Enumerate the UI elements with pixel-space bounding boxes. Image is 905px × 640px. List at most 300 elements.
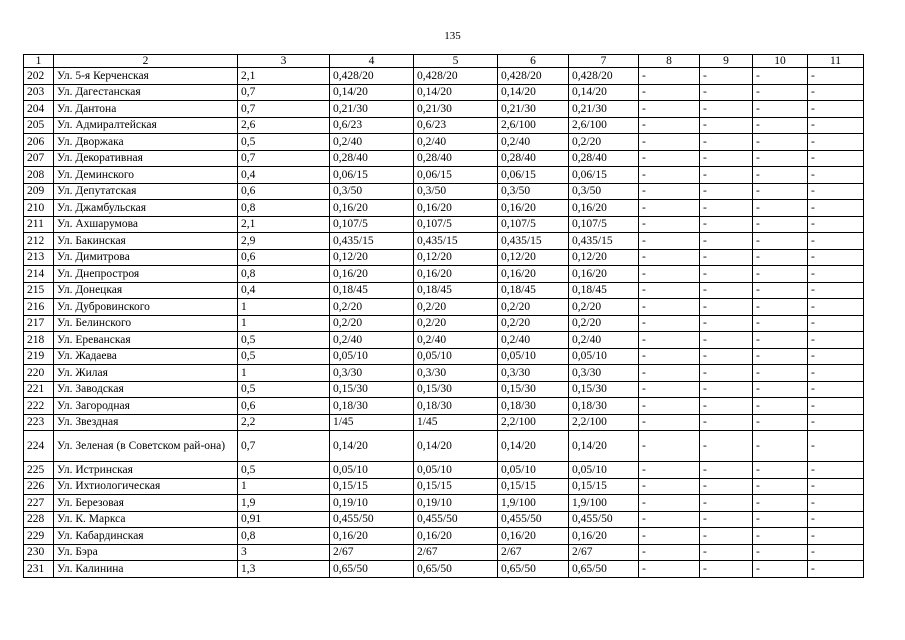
value-col-4: 0,14/20 [330, 431, 414, 462]
value-col-4: 0,19/10 [330, 495, 414, 512]
row-number: 208 [24, 167, 54, 184]
value-col-4: 0,2/40 [330, 134, 414, 151]
value-col-5: 0,05/10 [414, 348, 498, 365]
row-number: 221 [24, 381, 54, 398]
row-number: 207 [24, 150, 54, 167]
value-col-4: 0,21/30 [330, 101, 414, 118]
value-col-10: - [753, 282, 808, 299]
value-col-8: - [639, 266, 700, 283]
value-col-4: 0,06/15 [330, 167, 414, 184]
column-header: 2 [54, 55, 238, 68]
value-col-7: 0,14/20 [569, 84, 639, 101]
value-col-3: 2,1 [238, 68, 330, 85]
value-col-3: 0,7 [238, 84, 330, 101]
value-col-6: 0,3/50 [498, 183, 569, 200]
table-row [24, 216, 864, 233]
street-name: Ул. Донецкая [54, 282, 238, 299]
row-number: 230 [24, 544, 54, 561]
value-col-8: - [639, 544, 700, 561]
value-col-10: - [753, 365, 808, 382]
column-header: 10 [753, 55, 808, 68]
value-col-3: 0,5 [238, 462, 330, 479]
value-col-11: - [808, 315, 864, 332]
value-col-6: 2/67 [498, 544, 569, 561]
value-col-11: - [808, 462, 864, 479]
value-col-11: - [808, 216, 864, 233]
row-number: 226 [24, 478, 54, 495]
value-col-4: 0,435/15 [330, 233, 414, 250]
value-col-6: 1,9/100 [498, 495, 569, 512]
value-col-5: 0,2/20 [414, 315, 498, 332]
value-col-4: 0,14/20 [330, 84, 414, 101]
value-col-5: 0,19/10 [414, 495, 498, 512]
value-col-4: 0,3/50 [330, 183, 414, 200]
value-col-11: - [808, 348, 864, 365]
value-col-7: 0,2/20 [569, 134, 639, 151]
table-row [24, 528, 864, 545]
value-col-9: - [700, 365, 753, 382]
value-col-10: - [753, 134, 808, 151]
value-col-9: - [700, 282, 753, 299]
value-col-4: 0,455/50 [330, 511, 414, 528]
street-name: Ул. Дворжака [54, 134, 238, 151]
street-name: Ул. Декоративная [54, 150, 238, 167]
value-col-9: - [700, 528, 753, 545]
value-col-6: 0,3/30 [498, 365, 569, 382]
street-name: Ул. Зеленая (в Советском рай-она) [54, 431, 238, 462]
value-col-5: 0,18/45 [414, 282, 498, 299]
value-col-4: 0,2/20 [330, 299, 414, 316]
value-col-7: 2,2/100 [569, 414, 639, 431]
value-col-8: - [639, 495, 700, 512]
value-col-5: 0,21/30 [414, 101, 498, 118]
value-col-8: - [639, 282, 700, 299]
value-col-9: - [700, 183, 753, 200]
value-col-4: 0,6/23 [330, 117, 414, 134]
value-col-9: - [700, 398, 753, 415]
value-col-10: - [753, 544, 808, 561]
value-col-3: 0,7 [238, 150, 330, 167]
value-col-11: - [808, 398, 864, 415]
value-col-4: 0,3/30 [330, 365, 414, 382]
value-col-10: - [753, 348, 808, 365]
value-col-3: 2,6 [238, 117, 330, 134]
column-header: 11 [808, 55, 864, 68]
value-col-7: 2,6/100 [569, 117, 639, 134]
value-col-5: 0,455/50 [414, 511, 498, 528]
table-row [24, 414, 864, 431]
value-col-9: - [700, 150, 753, 167]
value-col-8: - [639, 183, 700, 200]
value-col-6: 0,107/5 [498, 216, 569, 233]
column-header: 7 [569, 55, 639, 68]
value-col-8: - [639, 528, 700, 545]
value-col-9: - [700, 332, 753, 349]
value-col-7: 0,15/30 [569, 381, 639, 398]
value-col-10: - [753, 84, 808, 101]
value-col-8: - [639, 299, 700, 316]
value-col-10: - [753, 431, 808, 462]
value-col-8: - [639, 398, 700, 415]
street-name: Ул. Ихтиологическая [54, 478, 238, 495]
value-col-3: 0,91 [238, 511, 330, 528]
value-col-7: 0,3/30 [569, 365, 639, 382]
street-name: Ул. Дагестанская [54, 84, 238, 101]
value-col-3: 1 [238, 478, 330, 495]
value-col-5: 0,28/40 [414, 150, 498, 167]
value-col-3: 0,5 [238, 134, 330, 151]
street-name: Ул. Березовая [54, 495, 238, 512]
value-col-5: 0,15/30 [414, 381, 498, 398]
header-row [24, 55, 864, 68]
value-col-10: - [753, 299, 808, 316]
value-col-11: - [808, 511, 864, 528]
value-col-4: 0,05/10 [330, 348, 414, 365]
row-number: 212 [24, 233, 54, 250]
value-col-5: 0,16/20 [414, 200, 498, 217]
value-col-11: - [808, 167, 864, 184]
value-col-6: 0,16/20 [498, 200, 569, 217]
value-col-11: - [808, 299, 864, 316]
value-col-8: - [639, 462, 700, 479]
value-col-11: - [808, 134, 864, 151]
value-col-11: - [808, 266, 864, 283]
value-col-9: - [700, 68, 753, 85]
value-col-10: - [753, 249, 808, 266]
value-col-5: 0,18/30 [414, 398, 498, 415]
value-col-10: - [753, 462, 808, 479]
page-number: 135 [444, 30, 461, 42]
value-col-9: - [700, 315, 753, 332]
value-col-9: - [700, 101, 753, 118]
value-col-5: 0,14/20 [414, 84, 498, 101]
value-col-8: - [639, 134, 700, 151]
column-header: 9 [700, 55, 753, 68]
value-col-10: - [753, 414, 808, 431]
value-col-5: 0,3/50 [414, 183, 498, 200]
value-col-7: 0,435/15 [569, 233, 639, 250]
value-col-8: - [639, 511, 700, 528]
value-col-5: 0,2/20 [414, 299, 498, 316]
value-col-7: 0,2/20 [569, 299, 639, 316]
table-row [24, 495, 864, 512]
value-col-6: 0,428/20 [498, 68, 569, 85]
value-col-4: 0,65/50 [330, 561, 414, 578]
value-col-9: - [700, 348, 753, 365]
value-col-10: - [753, 398, 808, 415]
street-name: Ул. Заводская [54, 381, 238, 398]
value-col-7: 2/67 [569, 544, 639, 561]
value-col-7: 0,14/20 [569, 431, 639, 462]
value-col-5: 0,3/30 [414, 365, 498, 382]
value-col-6: 0,455/50 [498, 511, 569, 528]
value-col-5: 0,06/15 [414, 167, 498, 184]
street-data-table [23, 54, 864, 578]
value-col-9: - [700, 266, 753, 283]
value-col-7: 0,12/20 [569, 249, 639, 266]
value-col-7: 0,455/50 [569, 511, 639, 528]
value-col-8: - [639, 84, 700, 101]
column-header: 3 [238, 55, 330, 68]
value-col-10: - [753, 478, 808, 495]
value-col-6: 0,16/20 [498, 266, 569, 283]
value-col-9: - [700, 117, 753, 134]
row-number: 217 [24, 315, 54, 332]
street-name: Ул. Джамбульская [54, 200, 238, 217]
value-col-11: - [808, 365, 864, 382]
row-number: 203 [24, 84, 54, 101]
street-name: Ул. Дантона [54, 101, 238, 118]
value-col-6: 0,12/20 [498, 249, 569, 266]
value-col-7: 0,05/10 [569, 348, 639, 365]
value-col-7: 0,16/20 [569, 266, 639, 283]
value-col-3: 0,7 [238, 101, 330, 118]
value-col-10: - [753, 167, 808, 184]
value-col-8: - [639, 167, 700, 184]
table-row [24, 398, 864, 415]
value-col-10: - [753, 561, 808, 578]
value-col-7: 0,21/30 [569, 101, 639, 118]
row-number: 206 [24, 134, 54, 151]
value-col-6: 0,15/30 [498, 381, 569, 398]
value-col-4: 0,18/45 [330, 282, 414, 299]
value-col-10: - [753, 233, 808, 250]
table-row [24, 117, 864, 134]
row-number: 213 [24, 249, 54, 266]
value-col-10: - [753, 332, 808, 349]
value-col-4: 0,16/20 [330, 528, 414, 545]
street-name: Ул. Деминского [54, 167, 238, 184]
value-col-11: - [808, 332, 864, 349]
value-col-5: 0,14/20 [414, 431, 498, 462]
row-number: 204 [24, 101, 54, 118]
value-col-11: - [808, 117, 864, 134]
column-header: 6 [498, 55, 569, 68]
value-col-3: 2,2 [238, 414, 330, 431]
value-col-9: - [700, 216, 753, 233]
value-col-6: 0,2/40 [498, 134, 569, 151]
value-col-10: - [753, 101, 808, 118]
value-col-6: 0,2/20 [498, 299, 569, 316]
value-col-5: 0,2/40 [414, 332, 498, 349]
row-number: 218 [24, 332, 54, 349]
row-number: 224 [24, 431, 54, 462]
table-row [24, 478, 864, 495]
value-col-10: - [753, 150, 808, 167]
value-col-3: 1 [238, 315, 330, 332]
value-col-7: 0,107/5 [569, 216, 639, 233]
value-col-4: 0,15/15 [330, 478, 414, 495]
value-col-11: - [808, 150, 864, 167]
value-col-3: 0,7 [238, 431, 330, 462]
value-col-7: 0,05/10 [569, 462, 639, 479]
value-col-5: 0,2/40 [414, 134, 498, 151]
value-col-8: - [639, 117, 700, 134]
value-col-3: 0,5 [238, 348, 330, 365]
value-col-4: 0,428/20 [330, 68, 414, 85]
value-col-6: 0,2/40 [498, 332, 569, 349]
table-row [24, 431, 864, 462]
table-body [24, 68, 864, 578]
value-col-5: 0,435/15 [414, 233, 498, 250]
table-row [24, 266, 864, 283]
street-name: Ул. Ахшарумова [54, 216, 238, 233]
table-row [24, 68, 864, 85]
value-col-7: 0,2/40 [569, 332, 639, 349]
value-col-9: - [700, 561, 753, 578]
value-col-11: - [808, 431, 864, 462]
value-col-10: - [753, 216, 808, 233]
row-number: 211 [24, 216, 54, 233]
value-col-3: 0,4 [238, 282, 330, 299]
value-col-6: 0,15/15 [498, 478, 569, 495]
value-col-3: 3 [238, 544, 330, 561]
street-name: Ул. Загородная [54, 398, 238, 415]
value-col-9: - [700, 84, 753, 101]
value-col-11: - [808, 282, 864, 299]
value-col-8: - [639, 561, 700, 578]
table-row [24, 561, 864, 578]
value-col-6: 0,14/20 [498, 431, 569, 462]
value-col-7: 0,18/30 [569, 398, 639, 415]
value-col-6: 2,2/100 [498, 414, 569, 431]
value-col-3: 1,9 [238, 495, 330, 512]
value-col-3: 0,8 [238, 200, 330, 217]
table-row [24, 233, 864, 250]
row-number: 209 [24, 183, 54, 200]
value-col-10: - [753, 495, 808, 512]
table-row [24, 381, 864, 398]
table-row [24, 200, 864, 217]
value-col-7: 0,16/20 [569, 528, 639, 545]
value-col-5: 0,16/20 [414, 266, 498, 283]
column-header: 1 [24, 55, 54, 68]
value-col-7: 0,28/40 [569, 150, 639, 167]
value-col-4: 0,2/20 [330, 315, 414, 332]
table-row [24, 511, 864, 528]
column-header: 5 [414, 55, 498, 68]
street-name: Ул. Днепростроя [54, 266, 238, 283]
value-col-6: 0,18/45 [498, 282, 569, 299]
value-col-7: 0,15/15 [569, 478, 639, 495]
value-col-6: 0,2/20 [498, 315, 569, 332]
value-col-8: - [639, 150, 700, 167]
value-col-9: - [700, 544, 753, 561]
value-col-10: - [753, 528, 808, 545]
value-col-3: 2,1 [238, 216, 330, 233]
table-row [24, 348, 864, 365]
value-col-5: 2/67 [414, 544, 498, 561]
row-number: 228 [24, 511, 54, 528]
value-col-8: - [639, 233, 700, 250]
value-col-8: - [639, 332, 700, 349]
row-number: 231 [24, 561, 54, 578]
table-row [24, 365, 864, 382]
value-col-6: 2,6/100 [498, 117, 569, 134]
value-col-10: - [753, 68, 808, 85]
row-number: 205 [24, 117, 54, 134]
value-col-6: 0,65/50 [498, 561, 569, 578]
table-row [24, 167, 864, 184]
street-name: Ул. Звездная [54, 414, 238, 431]
row-number: 216 [24, 299, 54, 316]
value-col-5: 0,6/23 [414, 117, 498, 134]
row-number: 202 [24, 68, 54, 85]
value-col-11: - [808, 561, 864, 578]
street-name: Ул. Жилая [54, 365, 238, 382]
value-col-6: 0,05/10 [498, 348, 569, 365]
value-col-3: 2,9 [238, 233, 330, 250]
value-col-11: - [808, 101, 864, 118]
value-col-4: 0,16/20 [330, 200, 414, 217]
value-col-3: 0,6 [238, 398, 330, 415]
value-col-9: - [700, 299, 753, 316]
value-col-7: 0,65/50 [569, 561, 639, 578]
value-col-9: - [700, 511, 753, 528]
value-col-5: 0,16/20 [414, 528, 498, 545]
value-col-6: 0,28/40 [498, 150, 569, 167]
value-col-3: 0,8 [238, 528, 330, 545]
value-col-10: - [753, 511, 808, 528]
value-col-4: 0,16/20 [330, 266, 414, 283]
street-name: Ул. Бэра [54, 544, 238, 561]
value-col-6: 0,06/15 [498, 167, 569, 184]
value-col-5: 0,428/20 [414, 68, 498, 85]
table-row [24, 299, 864, 316]
row-number: 215 [24, 282, 54, 299]
value-col-10: - [753, 183, 808, 200]
value-col-9: - [700, 249, 753, 266]
table-row [24, 249, 864, 266]
row-number: 222 [24, 398, 54, 415]
table-row [24, 282, 864, 299]
value-col-8: - [639, 478, 700, 495]
value-col-5: 0,15/15 [414, 478, 498, 495]
row-number: 219 [24, 348, 54, 365]
street-name: Ул. Депутатская [54, 183, 238, 200]
value-col-6: 0,14/20 [498, 84, 569, 101]
value-col-6: 0,16/20 [498, 528, 569, 545]
street-name: Ул. Калинина [54, 561, 238, 578]
street-name: Ул. 5-я Керченская [54, 68, 238, 85]
value-col-7: 0,3/50 [569, 183, 639, 200]
row-number: 210 [24, 200, 54, 217]
value-col-8: - [639, 365, 700, 382]
value-col-4: 0,05/10 [330, 462, 414, 479]
table-row [24, 134, 864, 151]
value-col-4: 0,107/5 [330, 216, 414, 233]
value-col-11: - [808, 478, 864, 495]
value-col-8: - [639, 216, 700, 233]
value-col-8: - [639, 414, 700, 431]
value-col-8: - [639, 381, 700, 398]
street-name: Ул. Кабардинская [54, 528, 238, 545]
row-number: 229 [24, 528, 54, 545]
value-col-5: 0,12/20 [414, 249, 498, 266]
table-row [24, 332, 864, 349]
value-col-6: 0,18/30 [498, 398, 569, 415]
row-number: 225 [24, 462, 54, 479]
value-col-8: - [639, 315, 700, 332]
value-col-4: 0,12/20 [330, 249, 414, 266]
table-row [24, 101, 864, 118]
column-header: 8 [639, 55, 700, 68]
row-number: 214 [24, 266, 54, 283]
value-col-4: 0,18/30 [330, 398, 414, 415]
value-col-11: - [808, 68, 864, 85]
value-col-3: 1,3 [238, 561, 330, 578]
value-col-8: - [639, 431, 700, 462]
